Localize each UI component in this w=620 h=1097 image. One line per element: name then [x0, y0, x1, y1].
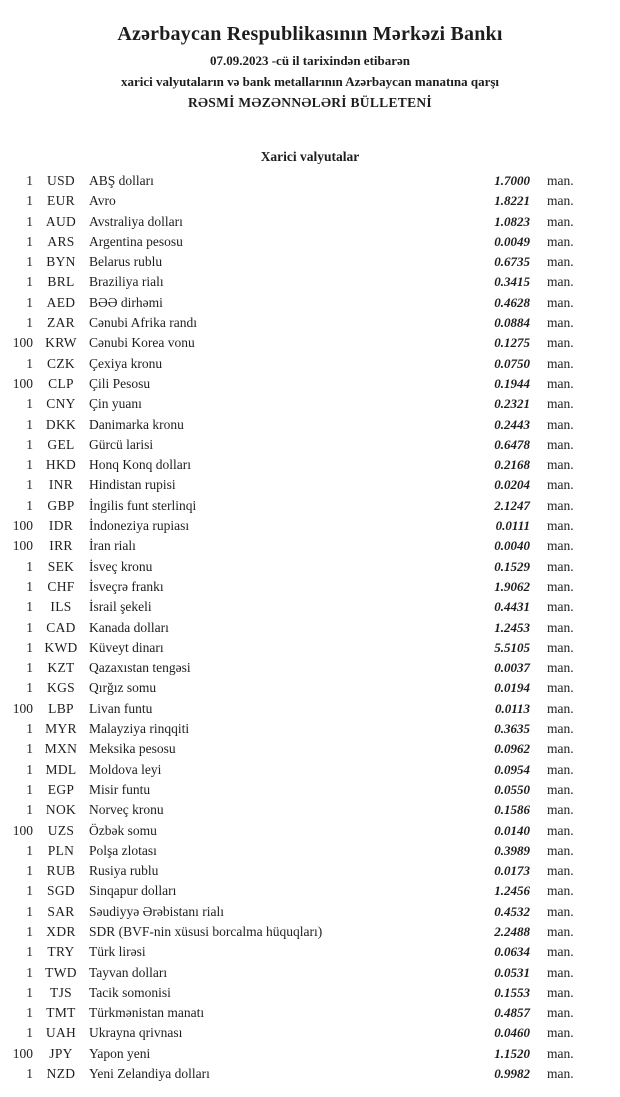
quantity: 1: [26, 761, 33, 777]
unit-label: man.: [547, 721, 574, 737]
quantity: 1: [26, 741, 33, 757]
unit-label: man.: [547, 903, 574, 919]
exchange-rate: 0.0111: [495, 518, 530, 534]
currency-code: TMT: [46, 1005, 76, 1021]
currency-code: DKK: [45, 416, 77, 432]
currency-row: [0, 315, 620, 335]
unit-label: man.: [547, 842, 574, 858]
currency-name: Tayvan dolları: [89, 964, 168, 980]
currency-name: Moldova leyi: [89, 761, 162, 777]
exchange-rate: 0.0040: [494, 538, 530, 554]
unit-label: man.: [547, 254, 574, 270]
currency-row: [0, 417, 620, 437]
quantity: 1: [26, 558, 33, 574]
exchange-rate: 1.7000: [494, 173, 530, 188]
unit-label: man.: [547, 883, 574, 899]
currency-name: Misir funtu: [89, 781, 151, 797]
currency-code: NZD: [46, 1066, 76, 1082]
bank-name-title: Azərbaycan Respublikasının Mərkəzi Bankı: [117, 23, 503, 45]
exchange-rate: 0.4532: [494, 903, 530, 919]
exchange-rate: 0.0954: [494, 761, 530, 777]
currency-name: Yeni Zelandiya dolları: [89, 1066, 210, 1082]
unit-label: man.: [547, 558, 574, 574]
unit-label: man.: [547, 335, 574, 351]
quantity: 1: [26, 294, 33, 310]
quantity: 1: [26, 944, 33, 960]
unit-label: man.: [547, 964, 574, 980]
quantity: 1: [26, 923, 33, 939]
currency-name: Sinqapur dolları: [89, 883, 177, 899]
quantity: 1: [26, 639, 33, 655]
currency-code: KZT: [47, 660, 75, 676]
quantity: 1: [26, 802, 33, 818]
exchange-rate: 0.0194: [494, 680, 530, 696]
currency-name: Qazaxıstan tengəsi: [89, 660, 191, 676]
currency-row: [0, 680, 620, 700]
currency-name: Çin yuanı: [89, 396, 142, 412]
currency-row: [0, 274, 620, 294]
quantity: 1: [26, 883, 33, 899]
exchange-rate: 2.1247: [494, 497, 530, 513]
quantity: 100: [12, 822, 33, 838]
quantity: 1: [26, 1005, 33, 1021]
currency-name: Qırğız somu: [89, 680, 157, 696]
currency-name: Avro: [89, 193, 116, 209]
currency-code: SEK: [47, 558, 75, 574]
currency-code: IDR: [48, 518, 74, 534]
currency-name: Çili Pesosu: [89, 375, 151, 391]
exchange-rate: 0.0634: [494, 944, 530, 960]
currency-name: Meksika pesosu: [89, 741, 176, 757]
quantity: 1: [26, 578, 33, 594]
currency-code: PLN: [47, 842, 75, 858]
currency-code: EUR: [47, 193, 75, 209]
unit-label: man.: [547, 944, 574, 960]
unit-label: man.: [547, 1045, 574, 1061]
quantity: 1: [26, 173, 33, 188]
currency-row: [0, 883, 620, 903]
quantity: 100: [12, 375, 33, 391]
currency-code: MDL: [45, 761, 77, 777]
currency-name: Türkmənistan manatı: [89, 1005, 205, 1021]
currency-code: CZK: [47, 355, 75, 371]
unit-label: man.: [547, 436, 574, 452]
unit-label: man.: [547, 599, 574, 615]
currency-name: Səudiyyə Ərəbistanı rialı: [89, 903, 224, 919]
currency-code: UZS: [47, 822, 75, 838]
quantity: 1: [26, 842, 33, 858]
currency-code: MXN: [44, 741, 78, 757]
currency-row: [0, 234, 620, 254]
currency-row: [0, 863, 620, 883]
unit-label: man.: [547, 396, 574, 412]
currency-row: [0, 1005, 620, 1025]
quantity: 1: [26, 984, 33, 1000]
exchange-rate: 0.0460: [494, 1025, 530, 1041]
currency-name: Livan funtu: [89, 700, 153, 716]
quantity: 100: [12, 335, 33, 351]
quantity: 1: [26, 599, 33, 615]
quantity: 1: [26, 721, 33, 737]
unit-label: man.: [547, 416, 574, 432]
quantity: 1: [26, 213, 33, 229]
currency-code: KWD: [44, 639, 78, 655]
quantity: 1: [26, 457, 33, 473]
currency-name: BƏƏ dirhəmi: [89, 294, 163, 310]
quantity: 1: [26, 436, 33, 452]
quantity: 1: [26, 315, 33, 331]
currency-code: KGS: [47, 680, 75, 696]
currency-code: AUD: [45, 213, 77, 229]
currency-code: EGP: [47, 781, 75, 797]
currency-name: Argentina pesosu: [89, 233, 183, 249]
currency-name: Malayziya rinqqiti: [89, 721, 190, 737]
effective-date-line: 07.09.2023 -cü il tarixindən etibarən: [209, 53, 411, 68]
currency-code: LBP: [48, 700, 74, 716]
exchange-rate: 0.6478: [494, 436, 530, 452]
exchange-rate: 0.3635: [494, 721, 530, 737]
unit-label: man.: [547, 923, 574, 939]
exchange-rate: 0.0962: [494, 741, 530, 757]
currency-code: TJS: [50, 984, 72, 1000]
currency-row: [0, 193, 620, 213]
exchange-rate: 0.0173: [494, 863, 530, 879]
currency-name: Norveç kronu: [89, 802, 164, 818]
currency-row: [0, 437, 620, 457]
quantity: 100: [12, 1045, 33, 1061]
quantity: 1: [26, 619, 33, 635]
exchange-rate: 1.8221: [494, 193, 530, 209]
currency-name: Türk lirəsi: [89, 944, 146, 960]
exchange-rate: 5.5105: [494, 639, 530, 655]
unit-label: man.: [547, 233, 574, 249]
exchange-rate: 0.9982: [494, 1066, 530, 1082]
currency-row: [0, 965, 620, 985]
unit-label: man.: [547, 375, 574, 391]
currency-row: [0, 1025, 620, 1045]
currency-name: Çexiya kronu: [89, 355, 163, 371]
currency-code: ILS: [50, 599, 72, 615]
currency-code: JPY: [49, 1045, 73, 1061]
currency-name: Özbək somu: [89, 822, 157, 838]
currency-name: Hindistan rupisi: [89, 477, 176, 493]
unit-label: man.: [547, 315, 574, 331]
currency-row: [0, 254, 620, 274]
currency-code: INR: [48, 477, 74, 493]
currency-code: BYN: [46, 254, 76, 270]
quantity: 100: [12, 518, 33, 534]
currency-row: [0, 356, 620, 376]
currency-name: Polşa zlotası: [89, 842, 157, 858]
currency-code: GBP: [47, 497, 75, 513]
unit-label: man.: [547, 193, 574, 209]
currency-code: ZAR: [47, 315, 75, 331]
currency-row: [0, 640, 620, 660]
quantity: 1: [26, 497, 33, 513]
currency-row: [0, 538, 620, 558]
currency-row: [0, 396, 620, 416]
currency-name: Tacik somonisi: [89, 984, 171, 1000]
currency-name: İsveçrə frankı: [89, 578, 164, 594]
currency-code: XDR: [46, 923, 76, 939]
currency-row: [0, 376, 620, 396]
currency-code: RUB: [46, 863, 76, 879]
unit-label: man.: [547, 984, 574, 1000]
currency-row: [0, 498, 620, 518]
exchange-rate: 0.0531: [494, 964, 530, 980]
exchange-rate: 1.0823: [494, 213, 530, 229]
unit-label: man.: [547, 457, 574, 473]
currency-name: İsrail şekeli: [89, 599, 152, 615]
currency-code: TWD: [45, 964, 77, 980]
currency-row: [0, 295, 620, 315]
quantity: 1: [26, 781, 33, 797]
unit-label: man.: [547, 639, 574, 655]
currency-code: BRL: [47, 274, 75, 290]
currency-code: UAH: [45, 1025, 77, 1041]
currency-code: AED: [46, 294, 76, 310]
unit-label: man.: [547, 274, 574, 290]
currency-name: Küveyt dinarı: [89, 639, 164, 655]
exchange-rate: 0.4857: [494, 1005, 530, 1021]
currency-code: TRY: [47, 944, 75, 960]
currency-code: SGD: [47, 883, 75, 899]
exchange-rate: 0.0037: [494, 660, 530, 676]
unit-label: man.: [547, 518, 574, 534]
currency-row: [0, 762, 620, 782]
quantity: 1: [26, 396, 33, 412]
unit-label: man.: [547, 213, 574, 229]
exchange-rate: 0.0204: [494, 477, 530, 493]
exchange-rate: 1.9062: [494, 578, 530, 594]
exchange-rate: 0.2443: [494, 416, 530, 432]
quantity: 1: [26, 964, 33, 980]
exchange-rate: 0.0550: [494, 781, 530, 797]
currency-row: [0, 335, 620, 355]
exchange-rate: 0.4431: [494, 599, 530, 615]
currency-name: Honq Konq dolları: [89, 457, 191, 473]
currency-name: İran rialı: [89, 538, 136, 554]
currency-name: Kanada dolları: [89, 619, 169, 635]
exchange-rate: 1.2456: [494, 883, 530, 899]
quantity: 1: [26, 660, 33, 676]
unit-label: man.: [547, 1005, 574, 1021]
currency-row: [0, 823, 620, 843]
currency-code: NOK: [45, 802, 77, 818]
currency-name: Gürcü larisi: [89, 436, 154, 452]
currency-name: Cənubi Afrika randı: [89, 315, 197, 331]
exchange-rate: 0.0750: [494, 355, 530, 371]
bulletin-title: RƏSMİ MƏZƏNNƏLƏRİ BÜLLETENİ: [187, 95, 432, 110]
currency-row: [0, 559, 620, 579]
subtitle-line: xarici valyutaların və bank metallarının Azərbaycan manatına qarşı: [120, 74, 500, 89]
quantity: 1: [26, 274, 33, 290]
currency-name: Cənubi Korea vonu: [89, 335, 195, 351]
currency-name: Belarus rublu: [89, 254, 163, 270]
currency-code: HKD: [45, 457, 77, 473]
exchange-rate: 0.0049: [494, 233, 530, 249]
exchange-rate: 2.2488: [494, 923, 530, 939]
currency-row: [0, 173, 620, 193]
unit-label: man.: [547, 1066, 574, 1082]
exchange-rate: 0.6735: [494, 254, 530, 270]
currency-name: İsveç kronu: [89, 558, 153, 574]
unit-label: man.: [547, 294, 574, 310]
unit-label: man.: [547, 822, 574, 838]
currency-name: Ukrayna qrivnası: [89, 1025, 183, 1041]
currency-code: SAR: [47, 903, 75, 919]
currency-name: Rusiya rublu: [89, 863, 159, 879]
quantity: 1: [26, 416, 33, 432]
currency-name: İndoneziya rupiası: [89, 518, 190, 534]
currency-row: [0, 477, 620, 497]
unit-label: man.: [547, 660, 574, 676]
quantity: 100: [12, 700, 33, 716]
quantity: 1: [26, 477, 33, 493]
unit-label: man.: [547, 802, 574, 818]
currency-row: [0, 843, 620, 863]
exchange-rate: 0.1553: [494, 984, 530, 1000]
currency-name: Danimarka kronu: [89, 416, 184, 432]
quantity: 1: [26, 355, 33, 371]
currency-row: [0, 457, 620, 477]
exchange-rate: 0.1944: [494, 375, 530, 391]
currency-code: IRR: [49, 538, 73, 554]
exchange-rate: 0.1275: [494, 335, 530, 351]
currency-code: KRW: [45, 335, 77, 351]
exchange-rate: 0.3989: [494, 842, 530, 858]
quantity: 1: [26, 863, 33, 879]
unit-label: man.: [547, 761, 574, 777]
currency-row: [0, 660, 620, 680]
currency-row: [0, 214, 620, 234]
unit-label: man.: [547, 355, 574, 371]
currency-name: ABŞ dolları: [89, 173, 154, 188]
currency-row: [0, 721, 620, 741]
quantity: 1: [26, 254, 33, 270]
exchange-rates-table: [0, 173, 620, 1086]
unit-label: man.: [547, 741, 574, 757]
currency-code: CHF: [47, 578, 75, 594]
quantity: 100: [12, 538, 33, 554]
exchange-rate: 0.1529: [494, 558, 530, 574]
currency-code: CAD: [46, 619, 76, 635]
unit-label: man.: [547, 578, 574, 594]
currency-row: [0, 579, 620, 599]
exchange-rate: 0.4628: [494, 294, 530, 310]
exchange-rate: 0.2168: [494, 457, 530, 473]
unit-label: man.: [547, 619, 574, 635]
unit-label: man.: [547, 863, 574, 879]
unit-label: man.: [547, 538, 574, 554]
exchange-rate: 0.0884: [494, 315, 530, 331]
currency-name: SDR (BVF-nin xüsusi borcalma hüquqları): [89, 923, 323, 939]
exchange-rate: 0.2321: [494, 396, 530, 412]
currency-row: [0, 1066, 620, 1086]
quantity: 1: [26, 1025, 33, 1041]
quantity: 1: [26, 680, 33, 696]
currency-row: [0, 599, 620, 619]
currency-row: [0, 985, 620, 1005]
currency-row: [0, 944, 620, 964]
unit-label: man.: [547, 497, 574, 513]
unit-label: man.: [547, 173, 574, 188]
currency-code: CNY: [46, 396, 76, 412]
unit-label: man.: [547, 1025, 574, 1041]
currency-row: [0, 701, 620, 721]
exchange-rate: 0.3415: [494, 274, 530, 290]
currency-code: GEL: [47, 436, 75, 452]
unit-label: man.: [547, 680, 574, 696]
currency-name: İngilis funt sterlinqi: [89, 497, 197, 513]
exchange-rate: 1.1520: [494, 1045, 530, 1061]
currency-row: [0, 782, 620, 802]
section-title-foreign-currencies: Xarici valyutalar: [260, 149, 360, 164]
quantity: 1: [26, 903, 33, 919]
unit-label: man.: [547, 477, 574, 493]
exchange-rate: 0.0140: [494, 822, 530, 838]
quantity: 1: [26, 193, 33, 209]
exchange-rate: 0.0113: [494, 700, 530, 716]
quantity: 1: [26, 1066, 33, 1082]
currency-row: [0, 802, 620, 822]
exchange-rate: 0.1586: [494, 802, 530, 818]
unit-label: man.: [547, 700, 574, 716]
currency-row: [0, 924, 620, 944]
currency-code: USD: [47, 173, 75, 188]
quantity: 1: [26, 233, 33, 249]
currency-name: Avstraliya dolları: [89, 213, 183, 229]
exchange-rate: 1.2453: [494, 619, 530, 635]
currency-name: Yapon yeni: [89, 1045, 151, 1061]
currency-code: MYR: [45, 721, 77, 737]
currency-name: Braziliya rialı: [89, 274, 164, 290]
currency-code: CLP: [48, 375, 74, 391]
unit-label: man.: [547, 781, 574, 797]
currency-code: ARS: [47, 233, 75, 249]
currency-row: [0, 904, 620, 924]
currency-row: [0, 1046, 620, 1066]
currency-row: [0, 620, 620, 640]
currency-row: [0, 518, 620, 538]
currency-row: [0, 741, 620, 761]
